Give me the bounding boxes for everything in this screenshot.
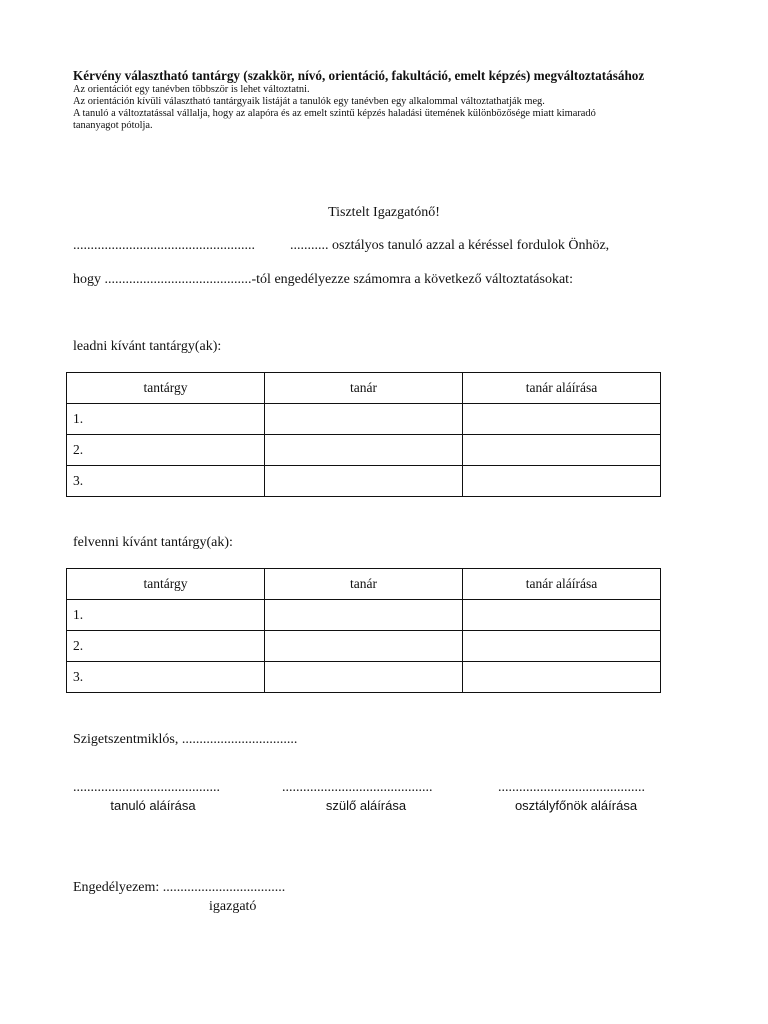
signature-cell[interactable] xyxy=(463,631,661,662)
table-row xyxy=(67,435,661,466)
teacher-cell[interactable] xyxy=(265,404,463,435)
student-signature-label: tanuló aláírása xyxy=(110,798,196,813)
column-header-subject: tantárgy xyxy=(67,569,265,600)
column-header-teacher-signature: tanár aláírása xyxy=(463,569,661,600)
homeroom-teacher-signature-line[interactable]: .......................................... xyxy=(498,780,645,795)
note-line-3: A tanuló a változtatással vállalja, hogy az alapóra és az emelt szintű képzés haladási ütemének különbözősége miatt kimaradó xyxy=(73,108,596,119)
note-line-1: Az orientációt egy tanévben többször is lehet változtatni. xyxy=(73,84,310,95)
salutation: Tisztelt Igazgatónő! xyxy=(328,205,440,220)
table-header-row xyxy=(67,373,661,404)
date-request-text: hogy ..........................................-tól engedélyezze számomra a következő változtatásokat: xyxy=(73,272,573,287)
parent-signature-line[interactable]: ........................................... xyxy=(282,780,433,795)
teacher-cell[interactable] xyxy=(265,466,463,497)
row-number[interactable]: 3. xyxy=(67,662,265,693)
table-header-row xyxy=(67,569,661,600)
student-name-blank[interactable]: .................................................... xyxy=(73,238,255,253)
approval-line[interactable]: Engedélyezem: ................................... xyxy=(73,880,286,895)
note-line-2: Az orientáción kívüli választható tantárgyaik listáját a tanulók egy tanévben egy alkalommal változtathatják meg. xyxy=(73,96,545,107)
teacher-cell[interactable] xyxy=(265,631,463,662)
signature-cell[interactable] xyxy=(463,435,661,466)
teacher-cell[interactable] xyxy=(265,662,463,693)
row-number[interactable]: 1. xyxy=(67,404,265,435)
homeroom-teacher-signature-label: osztályfőnök aláírása xyxy=(514,798,638,813)
drop-subjects-table xyxy=(66,372,661,497)
column-header-teacher: tanár xyxy=(265,569,463,600)
form-title: Kérvény választható tantárgy (szakkör, nívó, orientáció, fakultáció, emelt képzés) megváltoztatásához xyxy=(73,68,645,83)
teacher-cell[interactable] xyxy=(265,600,463,631)
signature-cell[interactable] xyxy=(463,662,661,693)
student-signature-line[interactable]: .......................................... xyxy=(73,780,220,795)
table-row xyxy=(67,466,661,497)
row-number[interactable]: 2. xyxy=(67,631,265,662)
place-date-line[interactable]: Szigetszentmiklós, ................................. xyxy=(73,732,298,747)
parent-signature-label: szülő aláírása xyxy=(325,798,407,813)
row-number[interactable]: 2. xyxy=(67,435,265,466)
signature-cell[interactable] xyxy=(463,466,661,497)
column-header-teacher-signature: tanár aláírása xyxy=(463,373,661,404)
note-line-4: tananyagot pótolja. xyxy=(73,120,153,131)
table-row xyxy=(67,662,661,693)
add-subjects-label: felvenni kívánt tantárgy(ak): xyxy=(73,535,233,550)
class-request-text: ........... osztályos tanuló azzal a kéréssel fordulok Önhöz, xyxy=(290,238,610,253)
row-number[interactable]: 3. xyxy=(67,466,265,497)
signature-cell[interactable] xyxy=(463,600,661,631)
table-row xyxy=(67,631,661,662)
signature-cell[interactable] xyxy=(463,404,661,435)
principal-label: igazgató xyxy=(209,899,257,914)
table-row xyxy=(67,600,661,631)
table-row xyxy=(67,404,661,435)
column-header-subject: tantárgy xyxy=(67,373,265,404)
teacher-cell[interactable] xyxy=(265,435,463,466)
column-header-teacher: tanár xyxy=(265,373,463,404)
row-number[interactable]: 1. xyxy=(67,600,265,631)
add-subjects-table xyxy=(66,568,661,693)
drop-subjects-label: leadni kívánt tantárgy(ak): xyxy=(73,339,222,354)
